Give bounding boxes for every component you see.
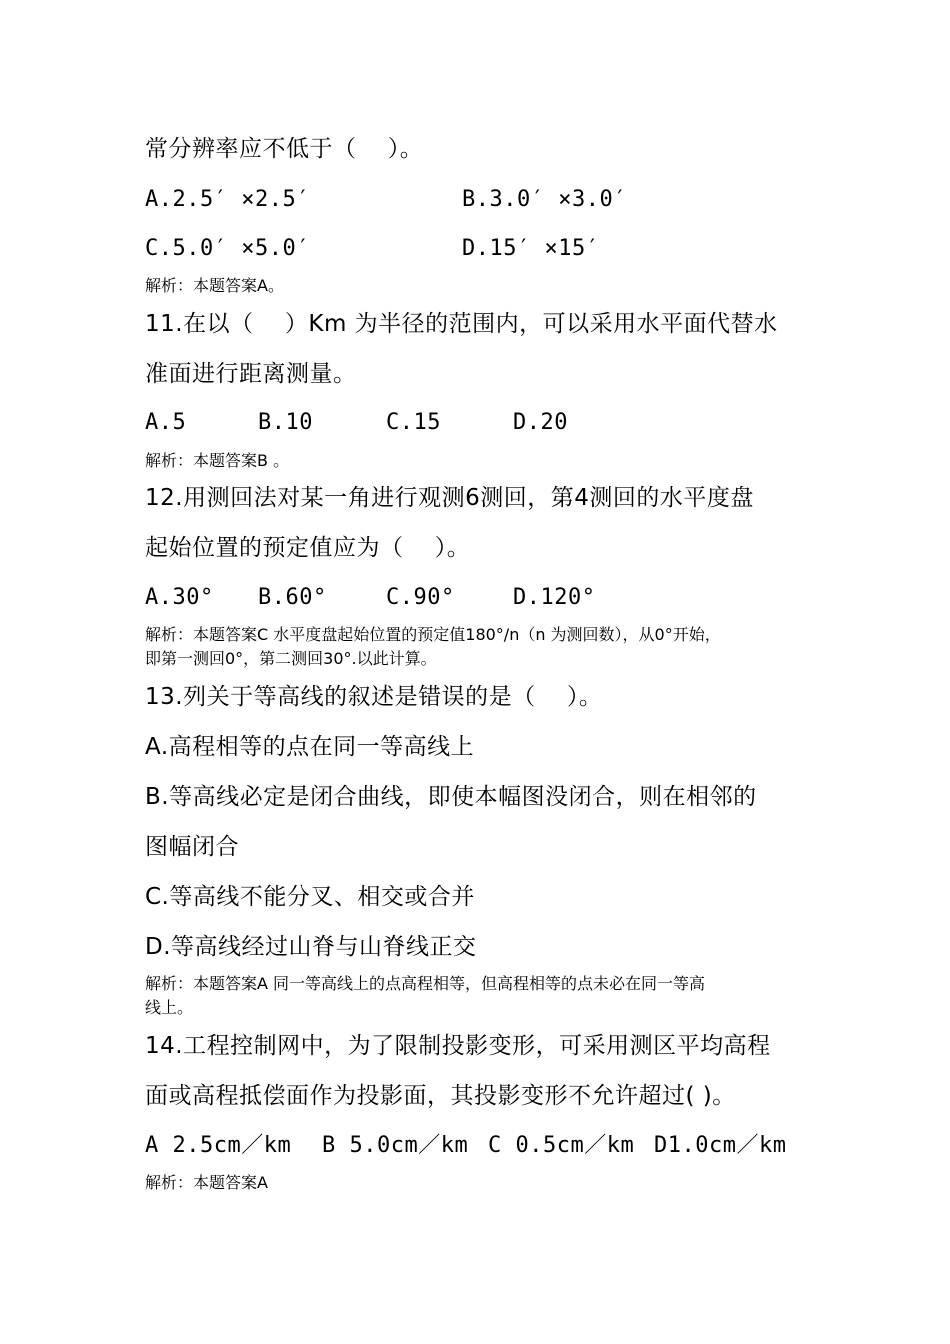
q12-option-a: A.30° [145,585,214,610]
q12-stem-line2: 起始位置的预定值应为（ ）。 [145,535,471,561]
q13-option-b-line2: 图幅闭合 [145,834,239,860]
q10-analysis: 解析：本题答案A。 [145,276,284,295]
q14-option-a: A 2.5cm／km [145,1133,292,1158]
q13-analysis-line1: 解析：本题答案A 同一等高线上的点高程相等，但高程相等的点未必在同一等高 [145,974,706,993]
q11-option-d: D.20 [513,410,568,435]
q12-analysis-line1: 解析：本题答案C 水平度盘起始位置的预定值180°/n（n 为测回数），从0°开始， [145,625,721,644]
q11-option-a: A.5 [145,410,187,435]
q14-stem-line2: 面或高程抵偿面作为投影面，其投影变形不允许超过( )。 [145,1083,736,1109]
q13-option-a: A.高程相等的点在同一等高线上 [145,734,475,760]
q11-stem-line2: 准面进行距离测量。 [145,361,357,387]
q13-option-c: C.等高线不能分叉、相交或合并 [145,884,475,910]
q10-option-d: D.15′ ×15′ [462,236,600,261]
q13-option-d: D.等高线经过山脊与山脊线正交 [145,934,477,960]
q10-option-c: C.5.0′ ×5.0′ [145,236,310,261]
q12-stem-line1: 12.用测回法对某一角进行观测6测回，第4测回的水平度盘 [145,485,754,511]
q14-option-c: C 0.5cm／km [488,1133,635,1158]
q12-option-b: B.60° [258,585,327,610]
q10-option-b: B.3.0′ ×3.0′ [462,187,627,212]
q14-option-d: D1.0cm／km [654,1133,787,1158]
q12-option-d: D.120° [513,585,596,610]
q10-stem: 常分辨率应不低于（ ）。 [145,136,424,162]
q14-option-b: B 5.0cm／km [322,1133,469,1158]
q11-option-b: B.10 [258,410,313,435]
q10-option-a: A.2.5′ ×2.5′ [145,187,310,212]
q13-option-b-line1: B.等高线必定是闭合曲线，即使本幅图没闭合，则在相邻的 [145,784,757,810]
q13-analysis-line2: 线上。 [145,998,194,1017]
q14-analysis: 解析：本题答案A [145,1173,268,1192]
q12-option-c: C.90° [386,585,455,610]
q12-analysis-line2: 即第一测回0°，第二测回30°.以此计算。 [145,649,437,668]
q13-stem: 13.列关于等高线的叙述是错误的是（ ）。 [145,684,603,710]
q14-stem-line1: 14.工程控制网中，为了限制投影变形，可采用测区平均高程 [145,1033,771,1059]
q11-option-c: C.15 [386,410,441,435]
q11-stem-line1: 11.在以（ ）Km 为半径的范围内，可以采用水平面代替水 [145,311,778,337]
q11-analysis: 解析：本题答案B 。 [145,451,290,470]
